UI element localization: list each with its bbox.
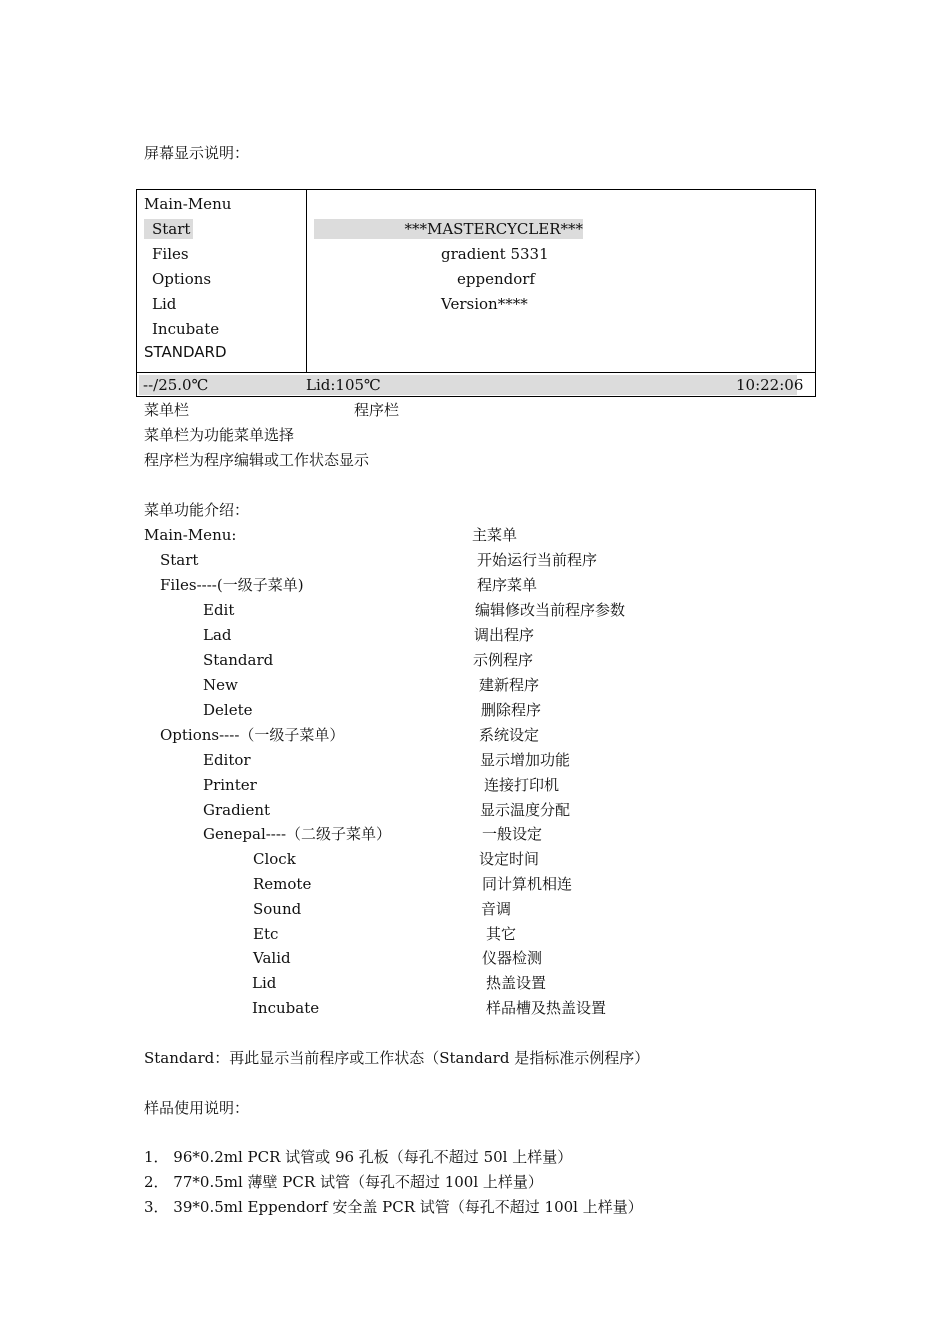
caption-menu-bar: 菜单栏 <box>144 401 190 419</box>
row-name: Gradient <box>203 801 271 819</box>
row-desc: 同计算机相连 <box>482 875 573 893</box>
row-desc: 示例程序 <box>473 651 534 669</box>
row-desc: 音调 <box>481 900 512 918</box>
row-desc: 连接打印机 <box>484 776 560 794</box>
block-temperature: --/25.0℃ <box>143 376 209 394</box>
mode-label: STANDARD <box>144 343 227 361</box>
row-name: Options----（一级子菜单） <box>160 726 345 744</box>
program-model: gradient 5331 <box>441 245 549 263</box>
menu-item-start[interactable]: Start <box>144 219 193 239</box>
row-name: Etc <box>253 925 279 943</box>
row-name: Editor <box>203 751 251 769</box>
menu-item-lid[interactable]: Lid <box>152 295 177 313</box>
page-heading: 屏幕显示说明： <box>144 144 250 162</box>
row-name: Lad <box>203 626 232 644</box>
row-name: Printer <box>203 776 257 794</box>
row-name: Standard <box>203 651 274 669</box>
sample-item: 2． 77*0.5ml 薄壁 PCR 试管（每孔不超过 100l 上样量） <box>144 1173 543 1191</box>
row-desc: 热盖设置 <box>486 974 547 992</box>
row-desc: 显示温度分配 <box>480 801 571 819</box>
menu-bar-pane <box>137 190 307 372</box>
row-name: Edit <box>203 601 235 619</box>
screen-display <box>136 189 816 397</box>
status-bar-background <box>139 375 797 395</box>
program-brand: eppendorf <box>457 270 535 288</box>
row-desc: 建新程序 <box>479 676 540 694</box>
sample-item: 3． 39*0.5ml Eppendorf 安全盖 PCR 试管（每孔不超过 100l 上样量） <box>144 1198 643 1216</box>
row-name: Files----(一级子菜单) <box>160 576 304 594</box>
row-desc: 程序菜单 <box>477 576 538 594</box>
row-desc: 删除程序 <box>481 701 542 719</box>
clock-time: 10:22:06 <box>736 376 804 394</box>
lid-temperature: Lid:105℃ <box>306 376 381 394</box>
row-desc: 样品槽及热盖设置 <box>486 999 607 1017</box>
row-name: Start <box>160 551 199 569</box>
menu-item-files[interactable]: Files <box>152 245 189 263</box>
caption-desc-menu: 菜单栏为功能菜单选择 <box>144 426 295 444</box>
row-desc: 其它 <box>486 925 517 943</box>
row-desc: 仪器检测 <box>482 949 543 967</box>
status-bar <box>137 372 815 397</box>
row-name: Remote <box>253 875 312 893</box>
sample-title: 样品使用说明： <box>144 1099 250 1117</box>
sample-item: 1． 96*0.2ml PCR 试管或 96 孔板（每孔不超过 50l 上样量） <box>144 1148 573 1166</box>
row-desc: 调出程序 <box>474 626 535 644</box>
program-title: ***MASTERCYCLER*** <box>314 219 583 239</box>
row-name: Valid <box>253 949 291 967</box>
row-name: New <box>203 676 238 694</box>
caption-desc-program: 程序栏为程序编辑或工作状态显示 <box>144 451 370 469</box>
row-desc: 设定时间 <box>479 850 540 868</box>
standard-note: Standard：再此显示当前程序或工作状态（Standard 是指标准示例程序） <box>144 1049 650 1067</box>
menu-intro-title: 菜单功能介绍： <box>144 501 250 519</box>
row-desc: 编辑修改当前程序参数 <box>475 601 626 619</box>
menu-item-incubate[interactable]: Incubate <box>152 320 220 338</box>
row-name: Lid <box>252 974 277 992</box>
row-name: Incubate <box>252 999 320 1017</box>
row-name: Main-Menu: <box>144 526 237 544</box>
row-desc: 开始运行当前程序 <box>477 551 598 569</box>
row-name: Delete <box>203 701 253 719</box>
program-version: Version**** <box>441 295 528 313</box>
row-name: Sound <box>253 900 302 918</box>
row-desc: 系统设定 <box>479 726 540 744</box>
row-name: Genepal----（二级子菜单） <box>203 825 392 843</box>
row-desc: 显示增加功能 <box>480 751 571 769</box>
row-desc: 主菜单 <box>472 526 518 544</box>
menu-title: Main-Menu <box>144 195 232 213</box>
row-desc: 一般设定 <box>482 825 543 843</box>
menu-item-options[interactable]: Options <box>152 270 212 288</box>
caption-program-bar: 程序栏 <box>354 401 400 419</box>
row-name: Clock <box>253 850 296 868</box>
